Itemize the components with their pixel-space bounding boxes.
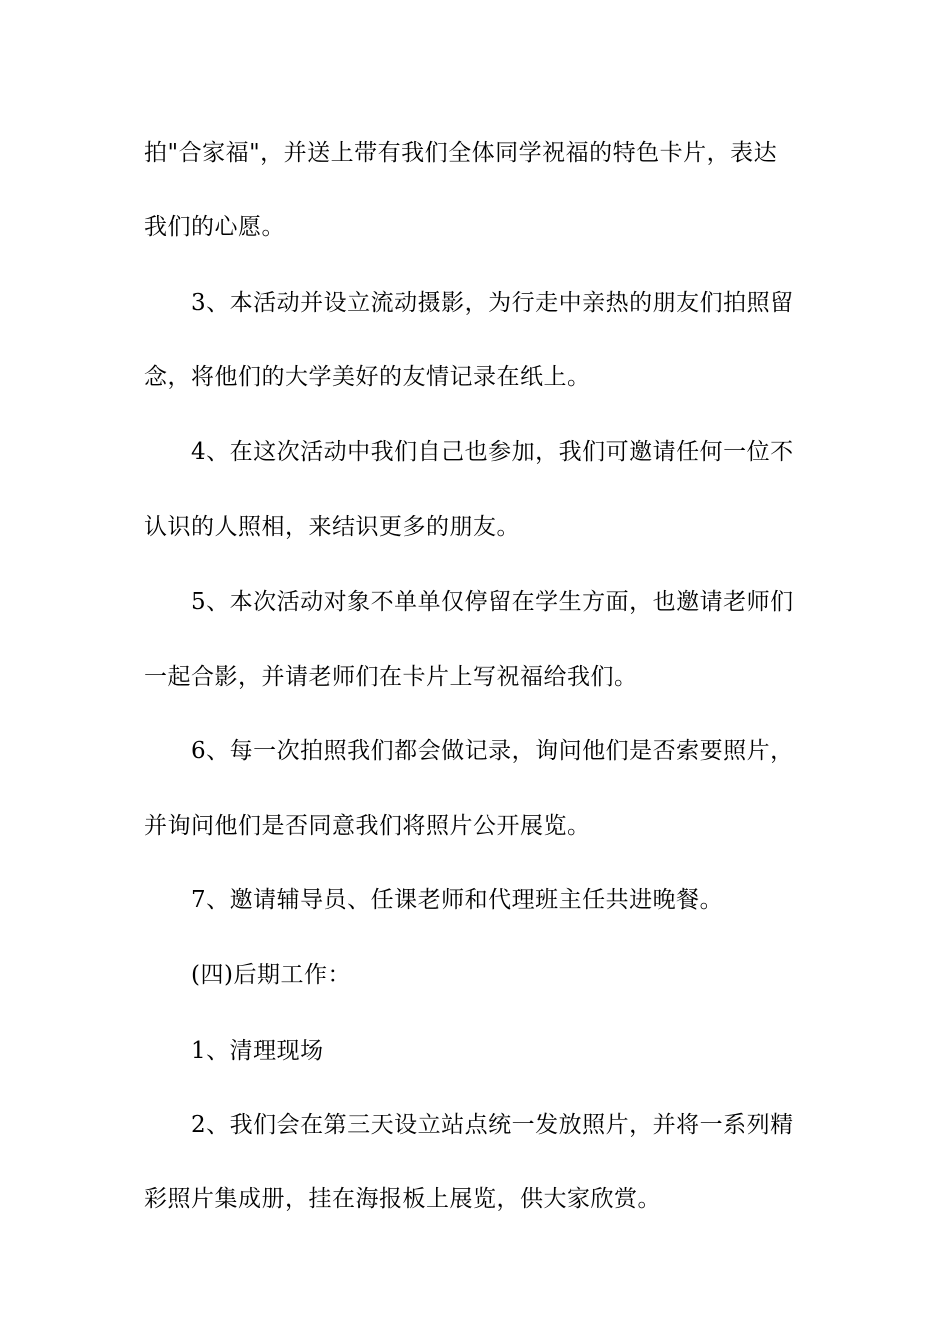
text-line: 认识的人照相，来结识更多的朋友。 xyxy=(144,514,520,540)
text-line: 并询问他们是否同意我们将照片公开展览。 xyxy=(144,813,591,839)
text-line: 一起合影，并请老师们在卡片上写祝福给我们。 xyxy=(144,664,638,690)
text-line: 拍"合家福"，并送上带有我们全体同学祝福的特色卡片，表达 xyxy=(144,140,778,166)
text-line: 5、本次活动对象不单单仅停留在学生方面，也邀请老师们 xyxy=(191,589,794,615)
text-line: 彩照片集成册，挂在海报板上展览，供大家欣赏。 xyxy=(144,1186,661,1212)
text-line: 7、邀请辅导员、任课老师和代理班主任共进晚餐。 xyxy=(191,887,724,913)
text-line: 1、清理现场 xyxy=(191,1038,324,1064)
text-line: 我们的心愿。 xyxy=(144,214,285,240)
text-line: 念，将他们的大学美好的友情记录在纸上。 xyxy=(144,364,591,390)
text-line: 4、在这次活动中我们自己也参加，我们可邀请任何一位不 xyxy=(191,439,794,465)
text-line: 2、我们会在第三天设立站点统一发放照片，并将一系列精 xyxy=(191,1112,794,1138)
text-line: 3、本活动并设立流动摄影，为行走中亲热的朋友们拍照留 xyxy=(191,290,794,316)
section-heading: (四)后期工作： xyxy=(191,962,351,988)
text-line: 6、每一次拍照我们都会做记录，询问他们是否索要照片， xyxy=(191,738,794,764)
